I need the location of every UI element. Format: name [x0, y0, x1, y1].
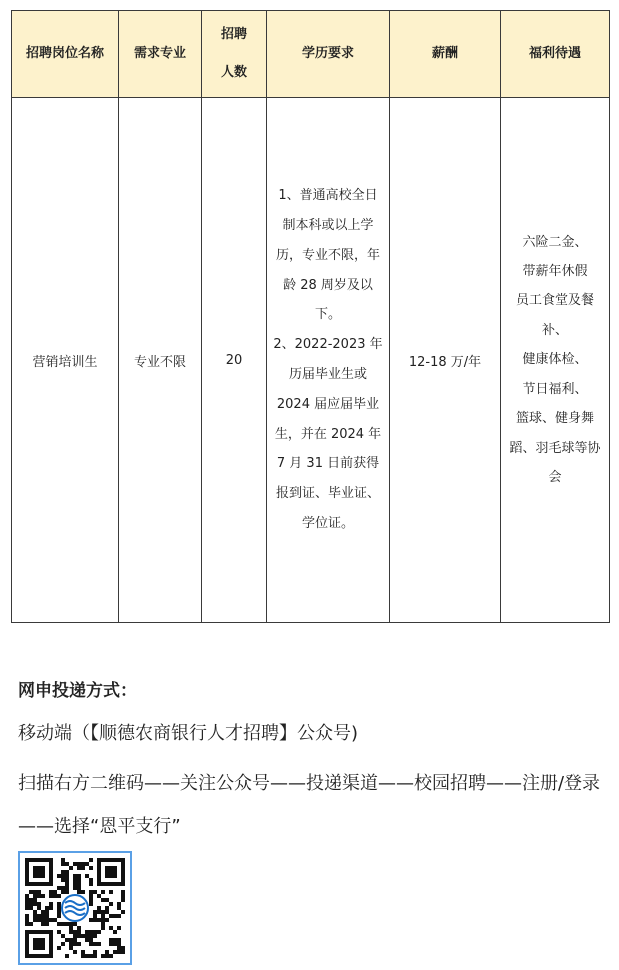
text-line: 1、普通高校全日	[278, 188, 378, 204]
apply-title: 网申投递方式：	[18, 681, 137, 701]
text-line: 六险二金、	[522, 234, 588, 250]
text-line: 补、	[541, 322, 568, 338]
header-count: 招聘人数	[202, 11, 267, 98]
cell-position: 营销培训生	[12, 98, 119, 623]
text-line: 下。	[314, 307, 341, 323]
header-position: 招聘岗位名称	[12, 11, 119, 98]
text-line: 健康体检、	[522, 352, 588, 368]
text-line: 蹈、羽毛球等协	[509, 440, 601, 456]
benefit-lines	[507, 228, 603, 493]
text-line: 制本科或以上学	[282, 218, 374, 234]
text-line: 龄 28 周岁及以	[283, 277, 373, 293]
header-major: 需求专业	[119, 11, 202, 98]
cell-count: 20	[202, 98, 267, 623]
qr-code-graphic	[20, 853, 130, 963]
apply-steps: 扫描右方二维码——关注公众号——投递渠道——校园招聘——注册/登录——选择“恩平支行”	[18, 773, 601, 837]
text-line: 会	[548, 469, 562, 485]
cell-major: 专业不限	[119, 98, 202, 623]
text-line: 历，专业不限，年	[275, 247, 380, 263]
cell-salary: 12-18 万/年	[390, 98, 501, 623]
text-line: 2、2022-2023 年	[273, 337, 383, 353]
text-line: 学位证。	[301, 515, 354, 531]
cell-education	[267, 98, 390, 623]
text-line: 报到证、毕业证、	[275, 486, 380, 502]
text-line: 节日福利、	[522, 381, 588, 397]
header-education: 学历要求	[267, 11, 390, 98]
text-line: 员工食堂及餐	[515, 293, 594, 309]
header-benefits: 福利待遇	[501, 11, 610, 98]
text-line: 生，并在 2024 年	[274, 426, 382, 442]
text-line: 带薪年休假	[522, 264, 588, 280]
cell-benefits	[501, 98, 610, 623]
table-header-row	[12, 11, 610, 98]
text-line: 历届毕业生或	[288, 367, 367, 382]
recruitment-table	[11, 10, 610, 623]
text-line: 2024 届应届毕业	[276, 396, 380, 412]
education-lines	[273, 181, 383, 539]
apply-mobile: 移动端（【顺德农商银行人才招聘】公众号)	[18, 723, 359, 744]
text-line: 篮球、健身舞	[515, 411, 594, 427]
text-line: 7 月 31 日前获得	[276, 456, 380, 472]
table-row	[12, 98, 610, 623]
qr-code-icon	[18, 851, 132, 965]
header-salary: 薪酬	[390, 11, 501, 98]
